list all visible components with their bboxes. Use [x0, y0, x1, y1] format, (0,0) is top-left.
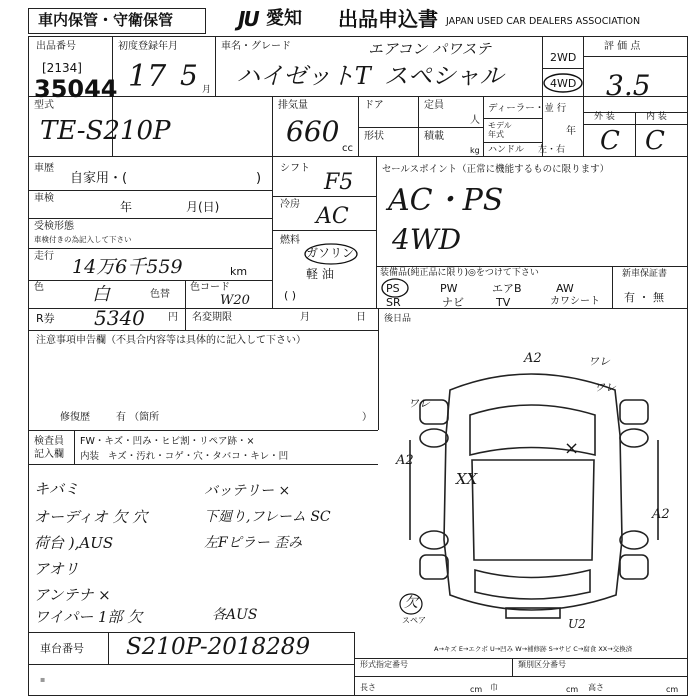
inspector-row-1: FW・キズ・凹み・ヒビ割・リペア跡・× — [80, 436, 255, 447]
inspector-label-1: 検査員 — [34, 436, 64, 447]
grade-score-value: 3.5 — [606, 69, 651, 102]
equipment-item-leather: カワシート — [550, 296, 600, 307]
displacement-label: 排気量 — [278, 100, 308, 111]
first-registration-label: 初度登録年月 — [118, 41, 178, 52]
cooling-value: AC — [316, 204, 349, 229]
grade-score-label: 評 価 点 — [604, 41, 641, 52]
color-swap-label: 色替 — [150, 289, 170, 300]
year-unit: 年 — [566, 126, 576, 137]
registration-month-unit: 月 — [202, 85, 212, 95]
reception-type-label: 受検形態 — [34, 221, 74, 232]
fuel-gas: ガソリン — [306, 246, 355, 260]
length-label: 長さ — [360, 683, 376, 692]
damage-mark-rear-crack: ワレ — [408, 397, 430, 410]
reception-type-note: 車検付きの為記入して下さい — [34, 235, 132, 244]
damage-mark-exchanged: XX — [456, 470, 478, 488]
comment-right-5: 各AUS — [212, 607, 258, 623]
form-title: 出品申込書 — [338, 7, 438, 31]
notes-label: 注意事項申告欄（不具合内容等は具体的に記入して下さい） — [36, 335, 306, 346]
color-code-value: W20 — [220, 293, 250, 308]
history-close: ) — [256, 171, 262, 186]
load-label: 積載 — [424, 131, 444, 142]
comment-left-4: アンテナ × — [34, 586, 111, 604]
damage-mark-left: A2 — [396, 453, 414, 468]
seating-label: 定員 — [424, 100, 444, 111]
equipment-item-airbag: エアB — [492, 282, 522, 295]
repair-history-label: 修復歴 — [60, 412, 90, 423]
fuel-diesel: 軽 油 — [306, 267, 334, 281]
association-name: JAPAN USED CAR DEALERS ASSOCIATION — [446, 16, 641, 27]
inspection-month-day: 月(日) — [186, 200, 220, 214]
load-unit: kg — [470, 146, 480, 155]
model-year-label: 年式 — [488, 130, 504, 139]
height-label: 高さ — [588, 683, 604, 692]
new-warranty-value: 有 ・ 無 — [624, 291, 664, 304]
comment-right-2: 左Fピラー 歪み — [204, 535, 303, 551]
comment-left-3: アオリ — [34, 560, 79, 578]
equipment-item-navi: ナビ — [442, 296, 464, 309]
equipment-item-pw: PW — [440, 282, 458, 295]
equipment-item-ps: PS — [386, 282, 400, 295]
recycle-ticket-unit: 円 — [168, 312, 178, 323]
spare-circle — [398, 592, 424, 616]
exterior-grade-label: 外 装 — [594, 112, 615, 122]
name-change-month: 月 — [300, 312, 310, 323]
repair-history-value: 有 （箇所 — [116, 412, 160, 423]
model-type-label: 型式 — [34, 100, 54, 111]
width-label: 巾 — [490, 683, 498, 692]
fuel-gas-circle — [303, 242, 361, 266]
car-name-value: ハイゼットT — [236, 62, 371, 90]
comment-right-1: 下廻り,フレーム SC — [204, 509, 331, 525]
lot-number-label: 出品番号 — [36, 41, 76, 52]
damage-x-mark: × — [564, 438, 580, 459]
chassis-label: 車台番号 — [40, 642, 84, 655]
equipment-item-aw: AW — [556, 282, 574, 295]
sales-point-label: セールスポイント（正常に機能するものに限ります） — [382, 164, 610, 175]
handle-options: 左・右 — [538, 145, 566, 155]
bottom-barcode-marker: ▪ — [40, 675, 46, 684]
damage-mark-window: ワレ — [594, 381, 616, 394]
damage-legend: A→キズ E→エクボ U→凹み W→補修跡 S→サビ C→腐食 XX→交換済 — [434, 645, 633, 653]
repair-history-close: ） — [362, 412, 372, 423]
length-unit: cm — [470, 685, 483, 694]
category-number-label: 類別区分番号 — [518, 660, 566, 669]
comment-left-2: 荷台 ),AUS — [34, 534, 114, 552]
chassis-number: S210P-2018289 — [126, 634, 311, 660]
fuel-other: ( ) — [284, 289, 297, 302]
fuel-label: 燃料 — [280, 235, 300, 246]
damage-mark-spare: 欠 — [404, 595, 418, 611]
damage-mark-front: A2 — [524, 351, 542, 366]
displacement-unit: cc — [342, 143, 353, 154]
shift-label: シフト — [280, 163, 310, 174]
displacement-value: 660 — [286, 115, 340, 148]
name-change-day: 日 — [356, 312, 366, 323]
color-code-label: 色コード — [190, 282, 230, 293]
shape-label: 形状 — [364, 131, 384, 142]
mileage-unit: km — [230, 265, 248, 278]
comment-left-1: オーディオ 欠 穴 — [34, 508, 148, 526]
spare-label: スペア — [402, 616, 426, 625]
registration-month: 5 — [180, 59, 198, 92]
recycle-ticket-value: 5340 — [94, 306, 145, 330]
exterior-grade-value: C — [600, 126, 620, 156]
width-unit: cm — [566, 685, 579, 694]
car-diagram — [380, 340, 686, 640]
rear-items-label: 後日品 — [384, 314, 412, 324]
logo-ju: JU — [238, 7, 258, 31]
drive-2wd: 2WD — [550, 51, 577, 64]
comment-right-0: バッテリー × — [204, 483, 291, 499]
damage-mark-front-crack: ワレ — [588, 355, 610, 368]
model-label: モデル — [488, 121, 512, 130]
grade-value-2: スペシャル — [384, 62, 504, 90]
drive-4wd-circle — [543, 72, 583, 94]
inspection-label: 車検 — [34, 193, 54, 204]
inspection-year: 年 — [120, 200, 133, 214]
recycle-ticket-label: R券 — [36, 312, 55, 325]
color-label: 色 — [34, 282, 44, 293]
dealer-label: ディーラー・並 行 — [488, 103, 567, 114]
comment-left-0: キバミ — [34, 480, 80, 498]
height-unit: cm — [666, 685, 679, 694]
color-value: 白 — [92, 284, 110, 305]
car-name-label: 車名・グレード — [221, 41, 291, 52]
comment-left-5: ワイパー 1部 欠 — [34, 608, 143, 626]
interior-grade-label: 内 装 — [646, 112, 667, 122]
inspector-label-2: 記入欄 — [34, 449, 64, 460]
lot-sub-number: [2134] — [42, 61, 82, 75]
handle-label: ハンドル — [488, 145, 525, 155]
region-name: 愛知 — [266, 8, 302, 29]
sales-point-line-2: 4WD — [392, 223, 462, 256]
model-type-value: TE-S210P — [40, 116, 171, 146]
cooling-label: 冷房 — [280, 199, 300, 210]
damage-mark-right: A2 — [652, 507, 670, 522]
interior-grade-value: C — [645, 126, 665, 156]
equipment-item-sr: SR — [386, 296, 401, 309]
mileage-value: 14万6千559 — [72, 256, 183, 278]
lot-number: 35044 — [34, 75, 118, 103]
equipment-label: 装備品(純正品に限り)◎をつけて下さい — [380, 268, 539, 278]
mileage-label: 走行 — [34, 251, 54, 262]
history-value: 自家用・( — [70, 171, 128, 186]
history-label: 車歴 — [34, 163, 54, 174]
equipment-item-tv: TV — [496, 296, 511, 309]
inspector-row-2-prefix: 内装 — [80, 451, 100, 462]
inspector-row-2: キズ・汚れ・コゲ・穴・タバコ・キレ・凹 — [108, 451, 289, 462]
new-warranty-label: 新車保証書 — [622, 269, 668, 279]
door-label: ドア — [364, 100, 384, 111]
shift-value: F5 — [324, 170, 354, 195]
storage-label: 車内保管・守衛保管 — [38, 11, 174, 29]
designation-number-label: 形式指定番号 — [360, 660, 408, 669]
equipment-ps-circle — [380, 278, 410, 298]
seating-unit: 人 — [470, 115, 480, 126]
drive-4wd: 4WD — [550, 77, 577, 90]
grade-value-1: エアコン パワステ — [368, 40, 492, 58]
name-change-label: 名変期限 — [192, 312, 232, 323]
sales-point-line-1: AC・PS — [388, 183, 504, 218]
damage-mark-rear: U2 — [568, 617, 586, 631]
registration-year: 17 — [128, 59, 167, 94]
